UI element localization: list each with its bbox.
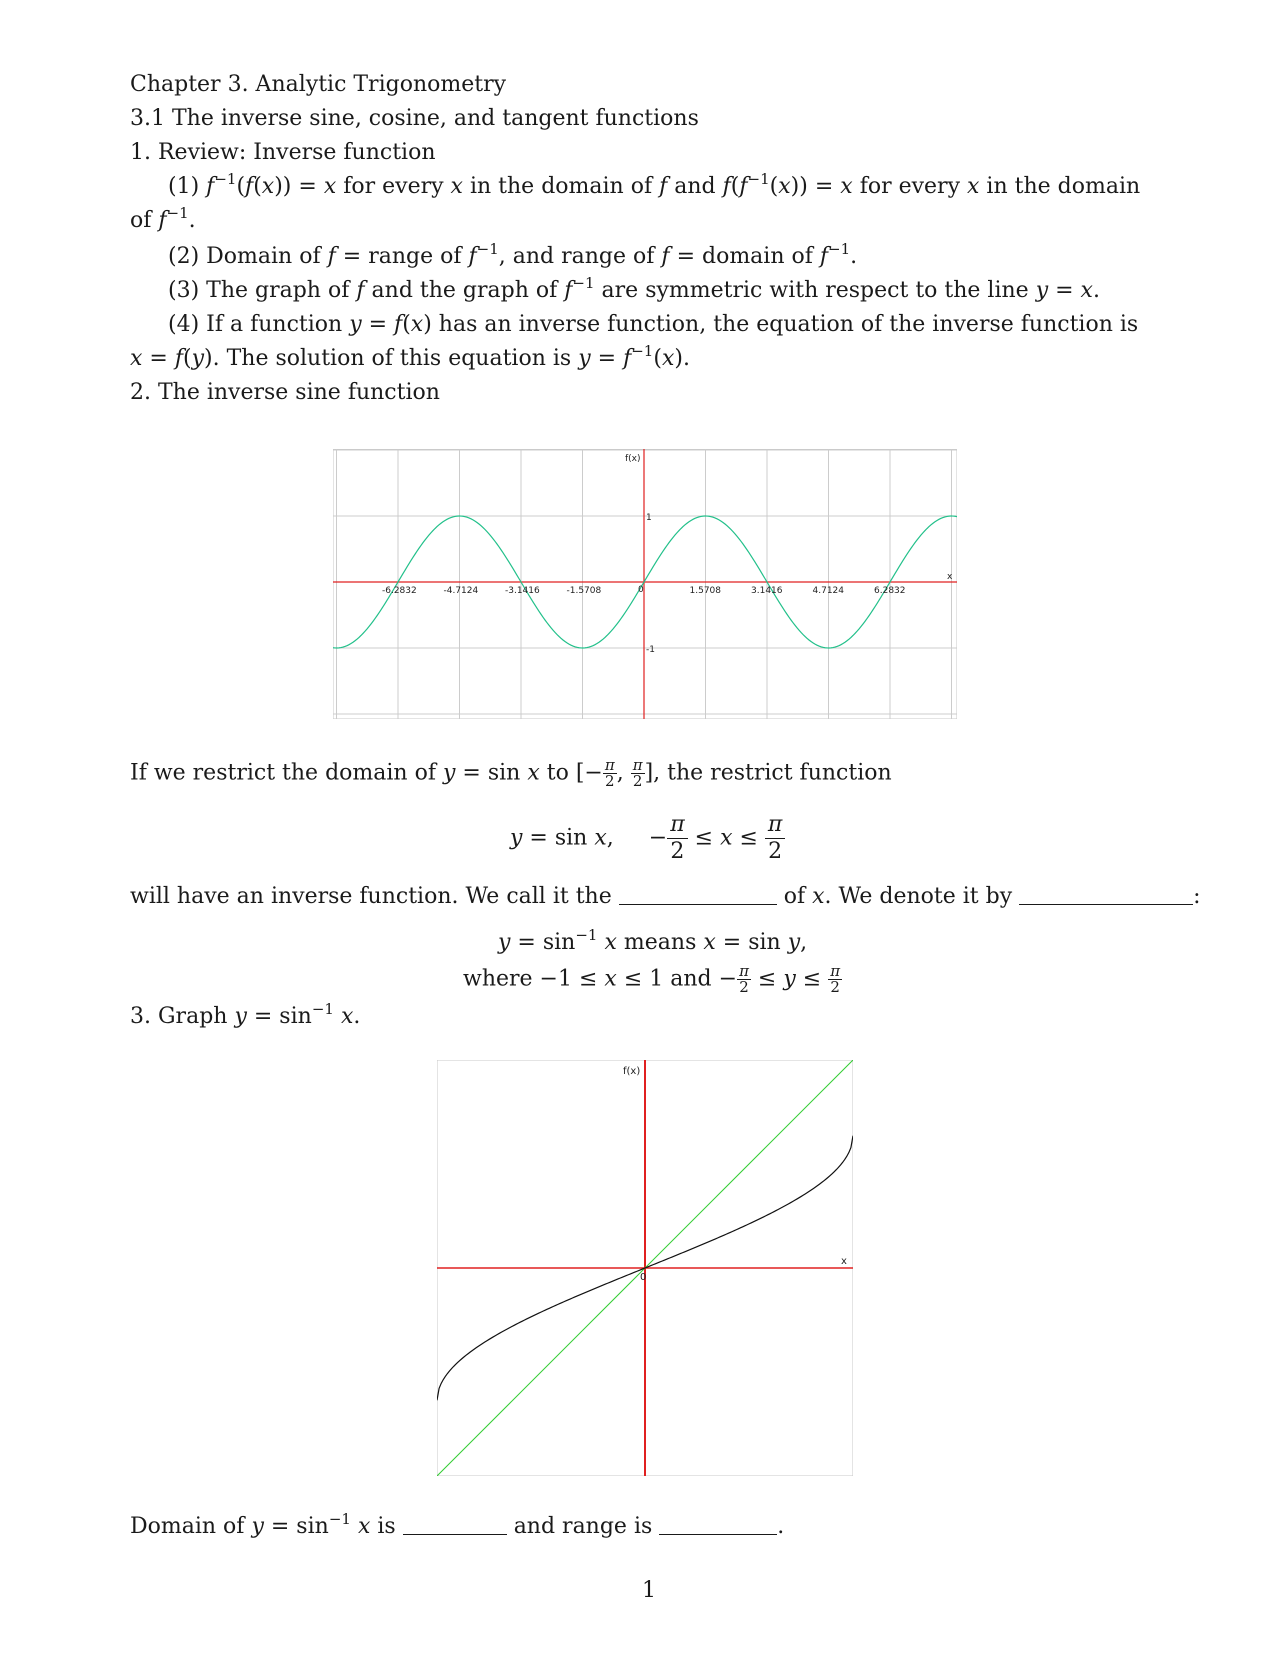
x-tick-label: 6.2832 [874,586,906,596]
y-tick-1: 1 [646,513,652,523]
x-tick-label: -6.2832 [382,586,417,596]
arcsin-domain-condition: where −1 ≤ x ≤ 1 and − $\frac{\pi}{2}$ ≤ y ≤ $\frac{\pi}{2}$ [463,962,841,996]
x-axis-label: x [841,1256,847,1267]
section-2-title: 2. The inverse sine function [130,380,440,405]
sine-graph [333,449,957,719]
graph-frame [333,449,957,719]
x-tick-label: 1.5708 [689,586,721,596]
page-number: 1 [642,1578,656,1603]
domain-range-question: Domain of $y = \sin^{-1} x$ is and range is . [130,1510,785,1539]
section-3-title: 3. Graph $y = \sin^{-1} x$. [130,1000,361,1029]
y-tick-neg-1: -1 [646,645,655,655]
y-axis-label: f(x) [623,1066,641,1077]
x-tick-label: 4.7124 [812,586,844,596]
x-tick-label: 3.1416 [751,586,783,596]
blank-domain[interactable] [403,1512,507,1535]
arcsin-definition: $y = \sin^{-1} x$ means x = sin y, [498,926,808,955]
review-item-4-cont: x = f(y). The solution of this equation is $y = f^{-1}(x)$. [130,342,690,371]
x-tick-label: -3.1416 [505,586,540,596]
y-axis-label: f(x) [625,454,641,464]
x-tick-label: -1.5708 [566,586,602,596]
review-item-4: (4) If a function y = f(x) has an inverse function, the equation of the inverse function is [168,312,1139,337]
origin-label: 0 [638,585,644,595]
review-item-1-cont: of $f^{-1}$. [130,204,196,233]
blank-name[interactable] [619,882,777,905]
review-item-3: (3) The graph of f and the graph of $f^{-1}$ are symmetric with respect to the line y = x. [168,274,1100,303]
inverse-definition-sentence: will have an inverse function. We call it the of x. We denote it by : [130,884,1201,909]
review-item-1: (1) $f^{-1}(f(x)) = x$ for every x in the domain of f and $f(f^{-1}(x)) = x$ for every x in the domain [168,170,1141,199]
arcsin-graph [437,1060,853,1476]
review-item-2: (2) Domain of f = range of $f^{-1}$, and range of f = domain of $f^{-1}$. [168,240,858,269]
origin-label: 0 [640,1272,647,1283]
blank-notation[interactable] [1019,882,1193,905]
blank-range[interactable] [659,1512,777,1535]
review-title: 1. Review: Inverse function [130,140,436,165]
restrict-sentence: If we restrict the domain of y = sin x to [− $\frac{\pi}{2}$ , $\frac{\pi}{2}$ ], the restrict function [130,756,892,790]
x-axis-label: x [947,572,953,582]
restricted-function-equation: y = sin x, − $\frac{\pi}{2}$ ≤ x ≤ $\frac{\pi}{2}$ [510,812,785,865]
x-tick-label: -4.7124 [443,586,479,596]
chapter-title: Chapter 3. Analytic Trigonometry [130,72,507,97]
section-title: 3.1 The inverse sine, cosine, and tangent functions [130,106,699,131]
